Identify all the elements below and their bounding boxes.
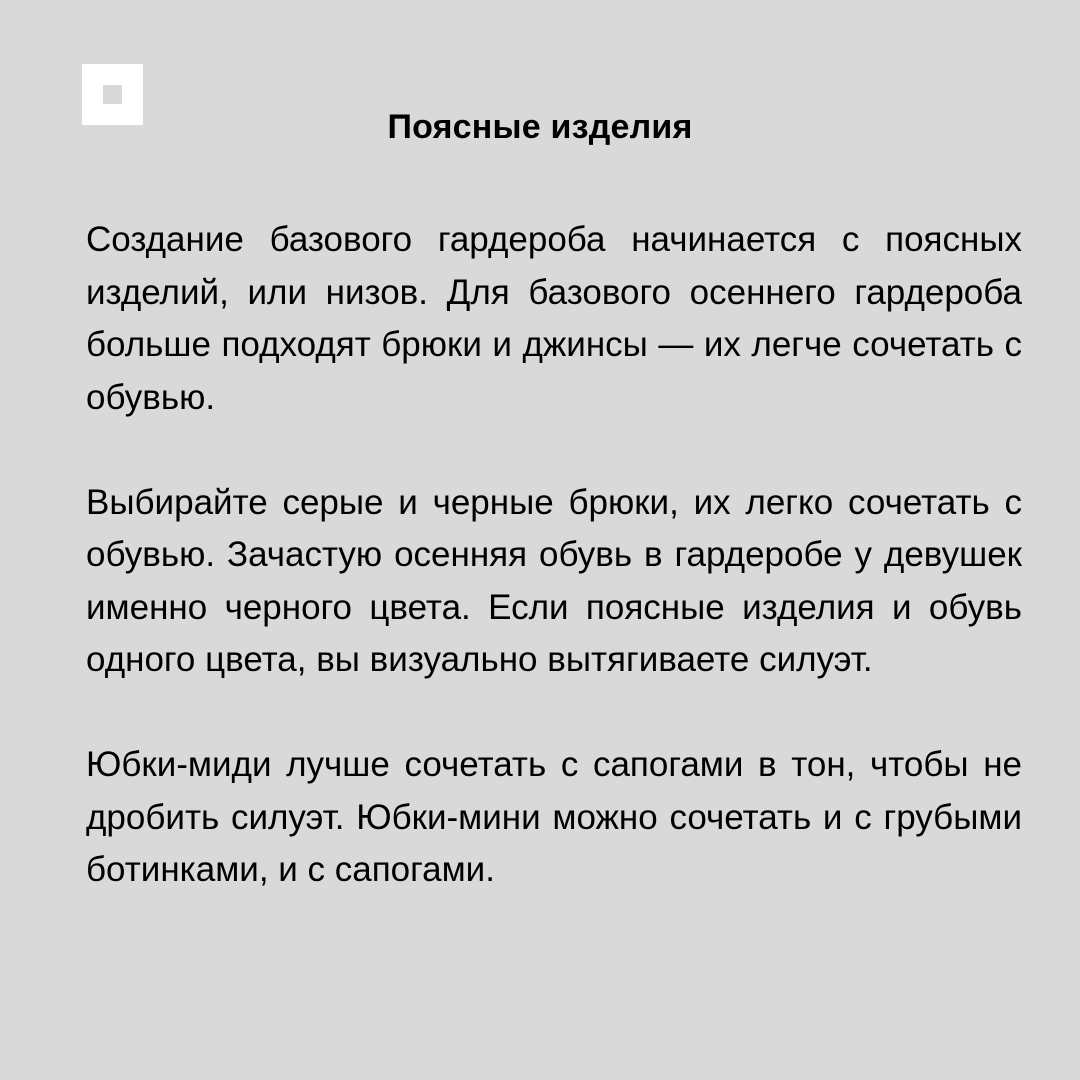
article-body bbox=[86, 214, 1022, 897]
logo-inner-square bbox=[103, 85, 122, 104]
paragraph-1: Создание базового гардероба начинается с поясных изделий, или низов. Для базового осеннего гардероба больше подходят брюки и джинсы — их легче сочетать с обувью. bbox=[86, 220, 1022, 417]
paragraph-3: Юбки-миди лучше сочетать с сапогами в тон, чтобы не дробить силуэт. Юбки-мини можно сочетать и с грубыми ботинками, и с сапогами. bbox=[86, 745, 1022, 889]
page-title: Поясные изделия bbox=[387, 108, 693, 146]
paragraph-2: Выбирайте серые и черные брюки, их легко сочетать с обувью. Зачастую осенняя обувь в гардеробе у девушек именно черного цвета. Если поясные изделия и обувь одного цвета, вы визуально вытягиваете силуэт. bbox=[86, 482, 1022, 679]
